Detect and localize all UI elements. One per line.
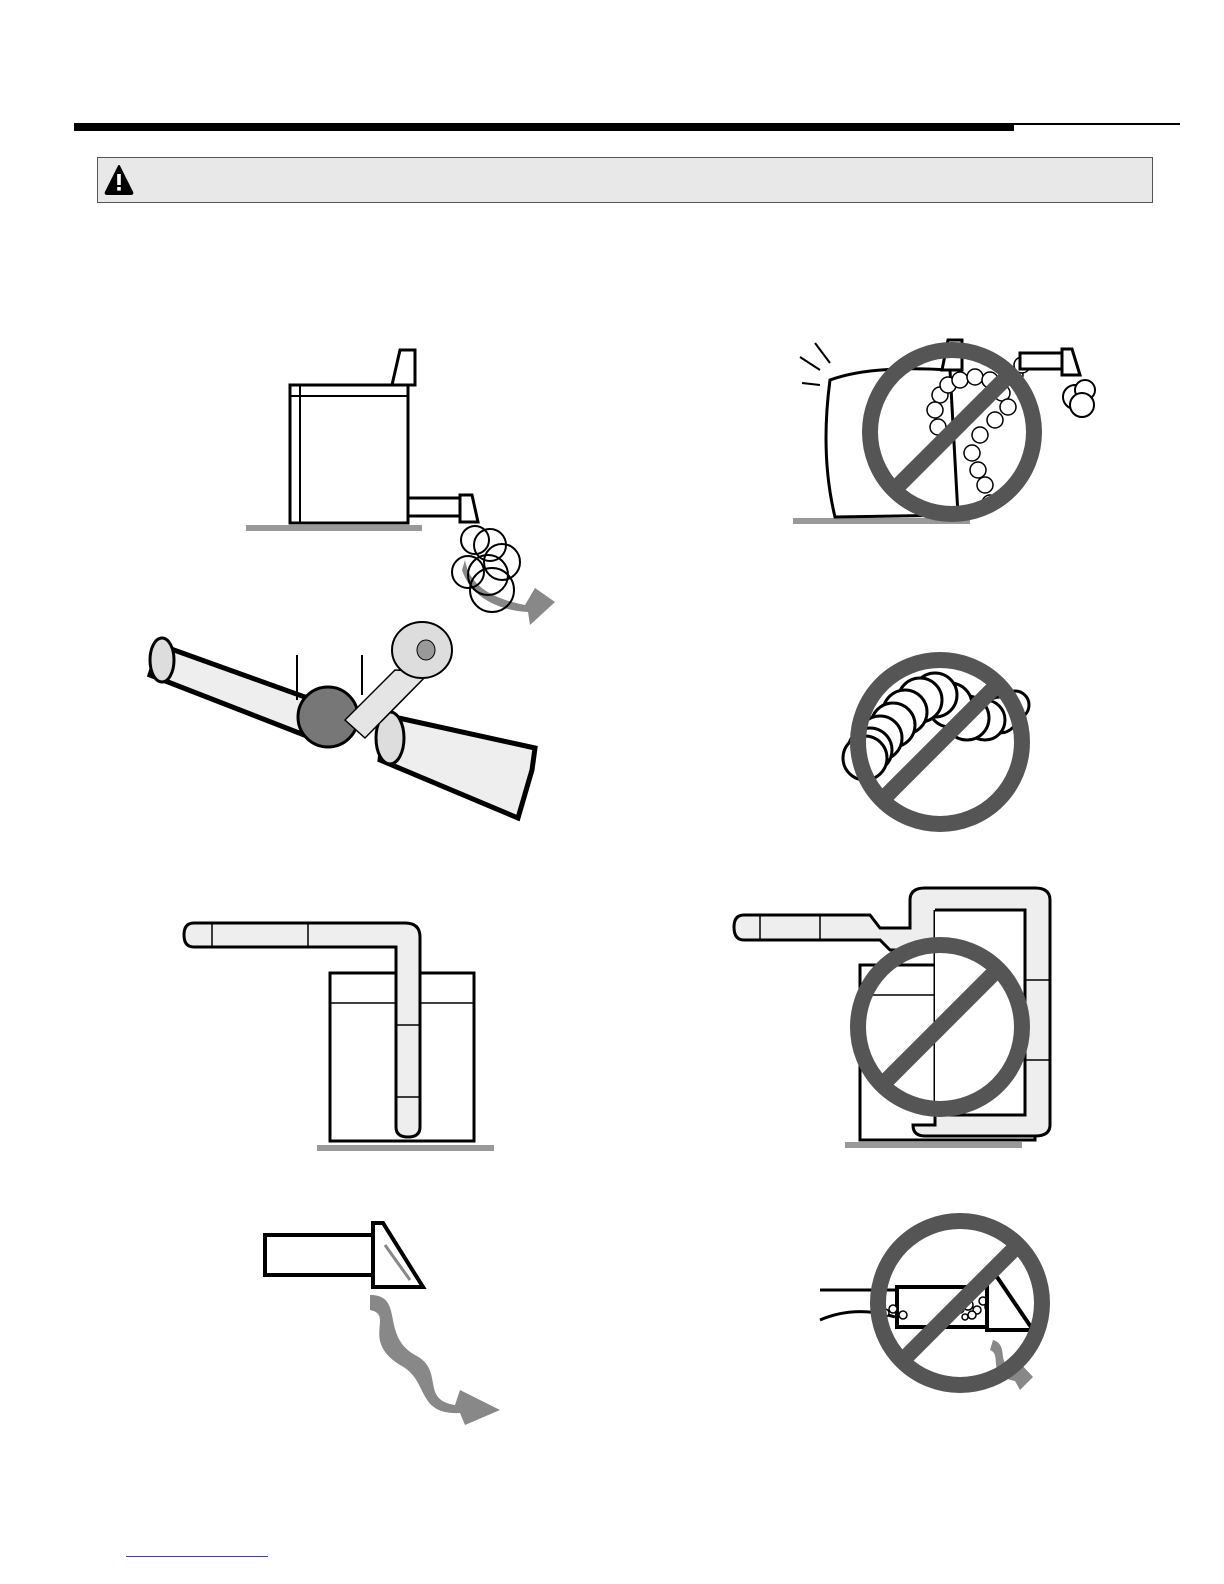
- floor-line: [845, 1142, 1022, 1148]
- impact-lines: [800, 343, 830, 385]
- duct-section-right: [376, 712, 535, 818]
- dryer-rigid-exhaust-correct: [240, 340, 570, 630]
- floor-line: [317, 1145, 494, 1151]
- dryer-flexible-duct-crushed-prohibited: [790, 335, 1120, 535]
- header-rule-thick: [74, 123, 1014, 131]
- exhaust-hood-icon: [373, 1223, 423, 1287]
- exhaust-puff: [1063, 380, 1095, 417]
- duct-section-left: [150, 638, 362, 747]
- duct-joint-taped: [140, 620, 540, 825]
- long-duct-run-prohibited: [730, 880, 1060, 1155]
- exhaust-hood-clear-correct: [255, 1215, 510, 1430]
- exhaust-hood-icon: [987, 1277, 1033, 1330]
- dryer-icon: [290, 350, 415, 523]
- exhaust-hood-lint-clogged-prohibited: [815, 1205, 1050, 1405]
- floor-line: [246, 525, 422, 531]
- exhaust-duct: [408, 495, 478, 522]
- duct-icon: [265, 1235, 373, 1275]
- exhaust-hood: [1020, 349, 1080, 375]
- footer-link-underline[interactable]: [126, 1556, 268, 1557]
- exhaust-airflow: [370, 1295, 500, 1425]
- flexible-duct-prohibited: [835, 650, 1035, 840]
- short-straight-duct-run-correct: [180, 915, 500, 1155]
- header-rule-thin: [1014, 123, 1180, 125]
- exhaust-airflow: [452, 526, 555, 625]
- warning-triangle-icon: [104, 164, 134, 196]
- warning-box: [97, 157, 1153, 203]
